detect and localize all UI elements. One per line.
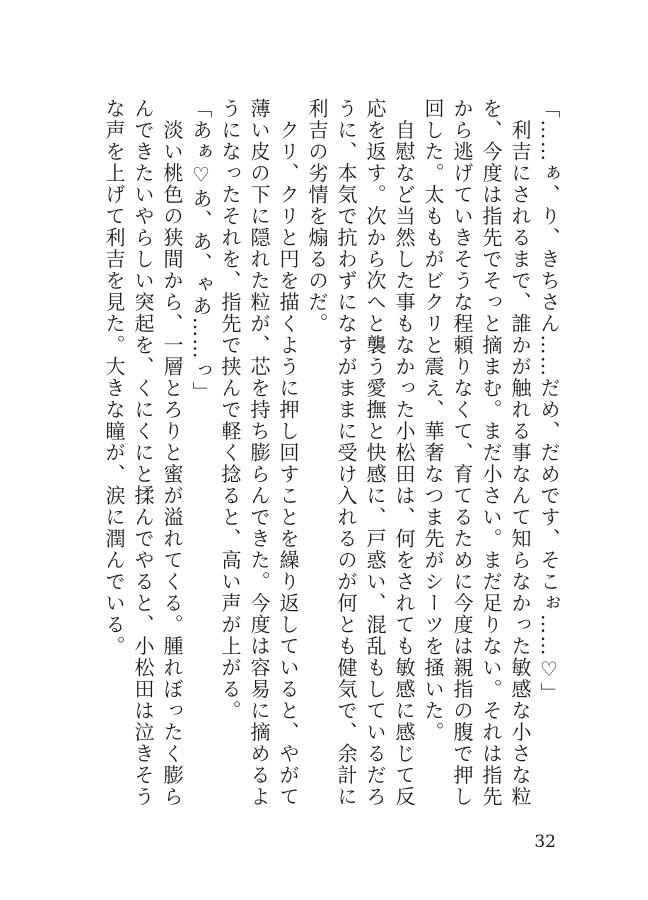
paragraph: 淡い桃色の狭間から、一層とろりと蜜が溢れてくる。腫れぼったく膨らんできたいやらしい突起を、くにくにと揉んでやると、小松田は泣きそうな声を上げて利吉を見た。大きな瞳が、涙に潤んでいる。 xyxy=(102,98,184,808)
page-number: 32 xyxy=(534,832,556,852)
paragraph: 自慰など当然した事もなかった小松田は、何をされても敏感に感じて反応を返す。次から次へと襲う愛撫と快感に、戸惑い、混乱もしているだろうに、本気で抗わずになすがままに受け入れるのが何とも健気で、余計に利吉の劣情を煽るのだ。 xyxy=(305,98,416,808)
paragraph: 「あぁ♡あ、あ、ゃあ……っ」 xyxy=(189,98,213,403)
paragraph: 利吉にされるまで、誰かが触れる事なんて知らなかった敏感な小さな粒を、今度は指先でそっと摘まむ。まだ小さい。まだ足りない。それは指先から逃げていきそうな程頼りなくて、育てるために今度は親指の腹で押し回した。太ももがビクリと震え、華奢なつま先がシーツを掻いた。 xyxy=(421,98,532,808)
body-text xyxy=(99,98,563,810)
paragraph: クリ、クリと円を描くように押し回すことを繰り返していると、やがて薄い皮の下に隠れた粒が、芯を持ち膨らんできた。今度は容易に摘めるようになったそれを、指先で挟んで軽く捻ると、高い声が上がる。 xyxy=(218,98,300,808)
paragraph: 「……ぁ、り、きちさん……だめ、だめです、そこぉ……♡」 xyxy=(537,98,561,704)
